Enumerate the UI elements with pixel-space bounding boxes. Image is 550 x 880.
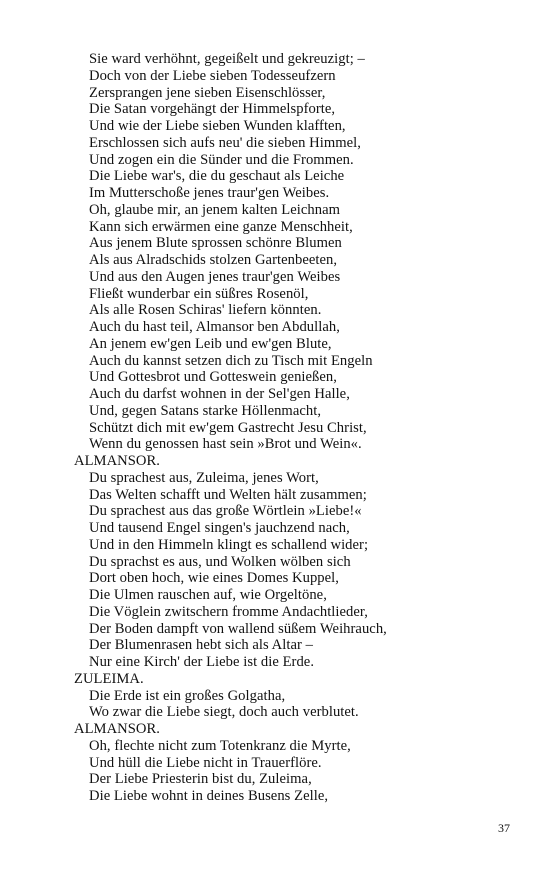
verse-line: Als alle Rosen Schiras' liefern könnten.	[89, 302, 322, 319]
speaker-name: ALMANSOR.	[74, 721, 160, 737]
verse-line: Und Gottesbrot und Gotteswein genießen,	[89, 369, 337, 386]
verse-line: Und wie der Liebe sieben Wunden klafften,	[89, 118, 346, 134]
verse-line: Der Liebe Priesterin bist du, Zuleima,	[89, 771, 312, 788]
verse-line: Du sprachest aus das große Wörtlein »Liebe!«	[89, 503, 362, 520]
verse-line: Der Boden dampft von wallend süßem Weihrauch,	[89, 620, 387, 637]
verse-line: Oh, glaube mir, an jenem kalten Leichnam	[89, 201, 341, 218]
verse-line: Du sprachest aus, Zuleima, jenes Wort,	[89, 469, 319, 486]
verse-line: Zersprangen jene sieben Eisenschlösser,	[89, 84, 326, 101]
verse-line: Und zogen ein die Sünder und die Frommen.	[89, 151, 354, 168]
verse-line: Und, gegen Satans starke Höllenmacht,	[89, 402, 322, 419]
verse-line: Die Ulmen rauschen auf, wie Orgeltöne,	[89, 587, 327, 603]
verse-line: Und in den Himmeln klingt es schallend wider;	[89, 536, 369, 553]
verse-line: Wo zwar die Liebe siegt, doch auch verblutet.	[89, 704, 359, 721]
verse-line: Kann sich erwärmen eine ganze Menschheit,	[89, 218, 353, 235]
poem-text	[72, 51, 522, 805]
verse-line: Doch von der Liebe sieben Todesseufzern	[89, 67, 336, 84]
verse-line: Nur eine Kirch' der Liebe ist die Erde.	[89, 654, 315, 670]
verse-line: Im Mutterschoße jenes traur'gen Weibes.	[89, 185, 330, 201]
verse-line: Auch du hast teil, Almansor ben Abdullah,	[89, 319, 340, 335]
verse-line: Die Satan vorgehängt der Himmelspforte,	[89, 101, 336, 118]
speaker-name: ALMANSOR.	[74, 453, 160, 469]
speaker-name: ZULEIMA.	[74, 670, 144, 687]
verse-line: Die Liebe war's, die du geschaut als Leiche	[89, 168, 345, 185]
verse-line: Sie ward verhöhnt, gegeißelt und gekreuzigt; –	[89, 51, 365, 67]
verse-line: Du sprachst es aus, und Wolken wölben sich	[89, 553, 351, 570]
verse-line: Die Liebe wohnt in deines Busens Zelle,	[89, 788, 329, 804]
verse-line: Aus jenem Blute sprossen schönre Blumen	[89, 235, 342, 252]
verse-line: Auch du kannst setzen dich zu Tisch mit Engeln	[89, 352, 373, 369]
verse-line: Als aus Alradschids stolzen Gartenbeeten,	[89, 252, 338, 268]
verse-line: Erschlossen sich aufs neu' die sieben Himmel,	[89, 134, 361, 151]
verse-line: Fließt wunderbar ein süßres Rosenöl,	[89, 285, 309, 302]
verse-line: Die Erde ist ein großes Golgatha,	[89, 687, 286, 704]
verse-line: Das Welten schafft und Welten hält zusammen;	[89, 486, 367, 503]
verse-line: Und tausend Engel singen's jauchzend nach,	[89, 520, 350, 536]
verse-line: Auch du darfst wohnen in der Sel'gen Halle,	[89, 386, 350, 402]
verse-line: Der Blumenrasen hebt sich als Altar –	[89, 637, 313, 654]
verse-line: Oh, flechte nicht zum Totenkranz die Myrte,	[89, 737, 351, 754]
page-number: 37	[498, 821, 510, 835]
verse-line: Schützt dich mit ew'gem Gastrecht Jesu Christ,	[89, 419, 367, 436]
verse-line: Und hüll die Liebe nicht in Trauerflöre.	[89, 754, 322, 771]
verse-line: Die Vöglein zwitschern fromme Andachtlieder,	[89, 603, 368, 620]
verse-line: Wenn du genossen hast sein »Brot und Wein«.	[89, 436, 362, 453]
verse-line: Und aus den Augen jenes traur'gen Weibes	[89, 268, 341, 285]
verse-line: An jenem ew'gen Leib und ew'gen Blute,	[89, 335, 332, 352]
verse-line: Dort oben hoch, wie eines Domes Kuppel,	[89, 570, 339, 587]
